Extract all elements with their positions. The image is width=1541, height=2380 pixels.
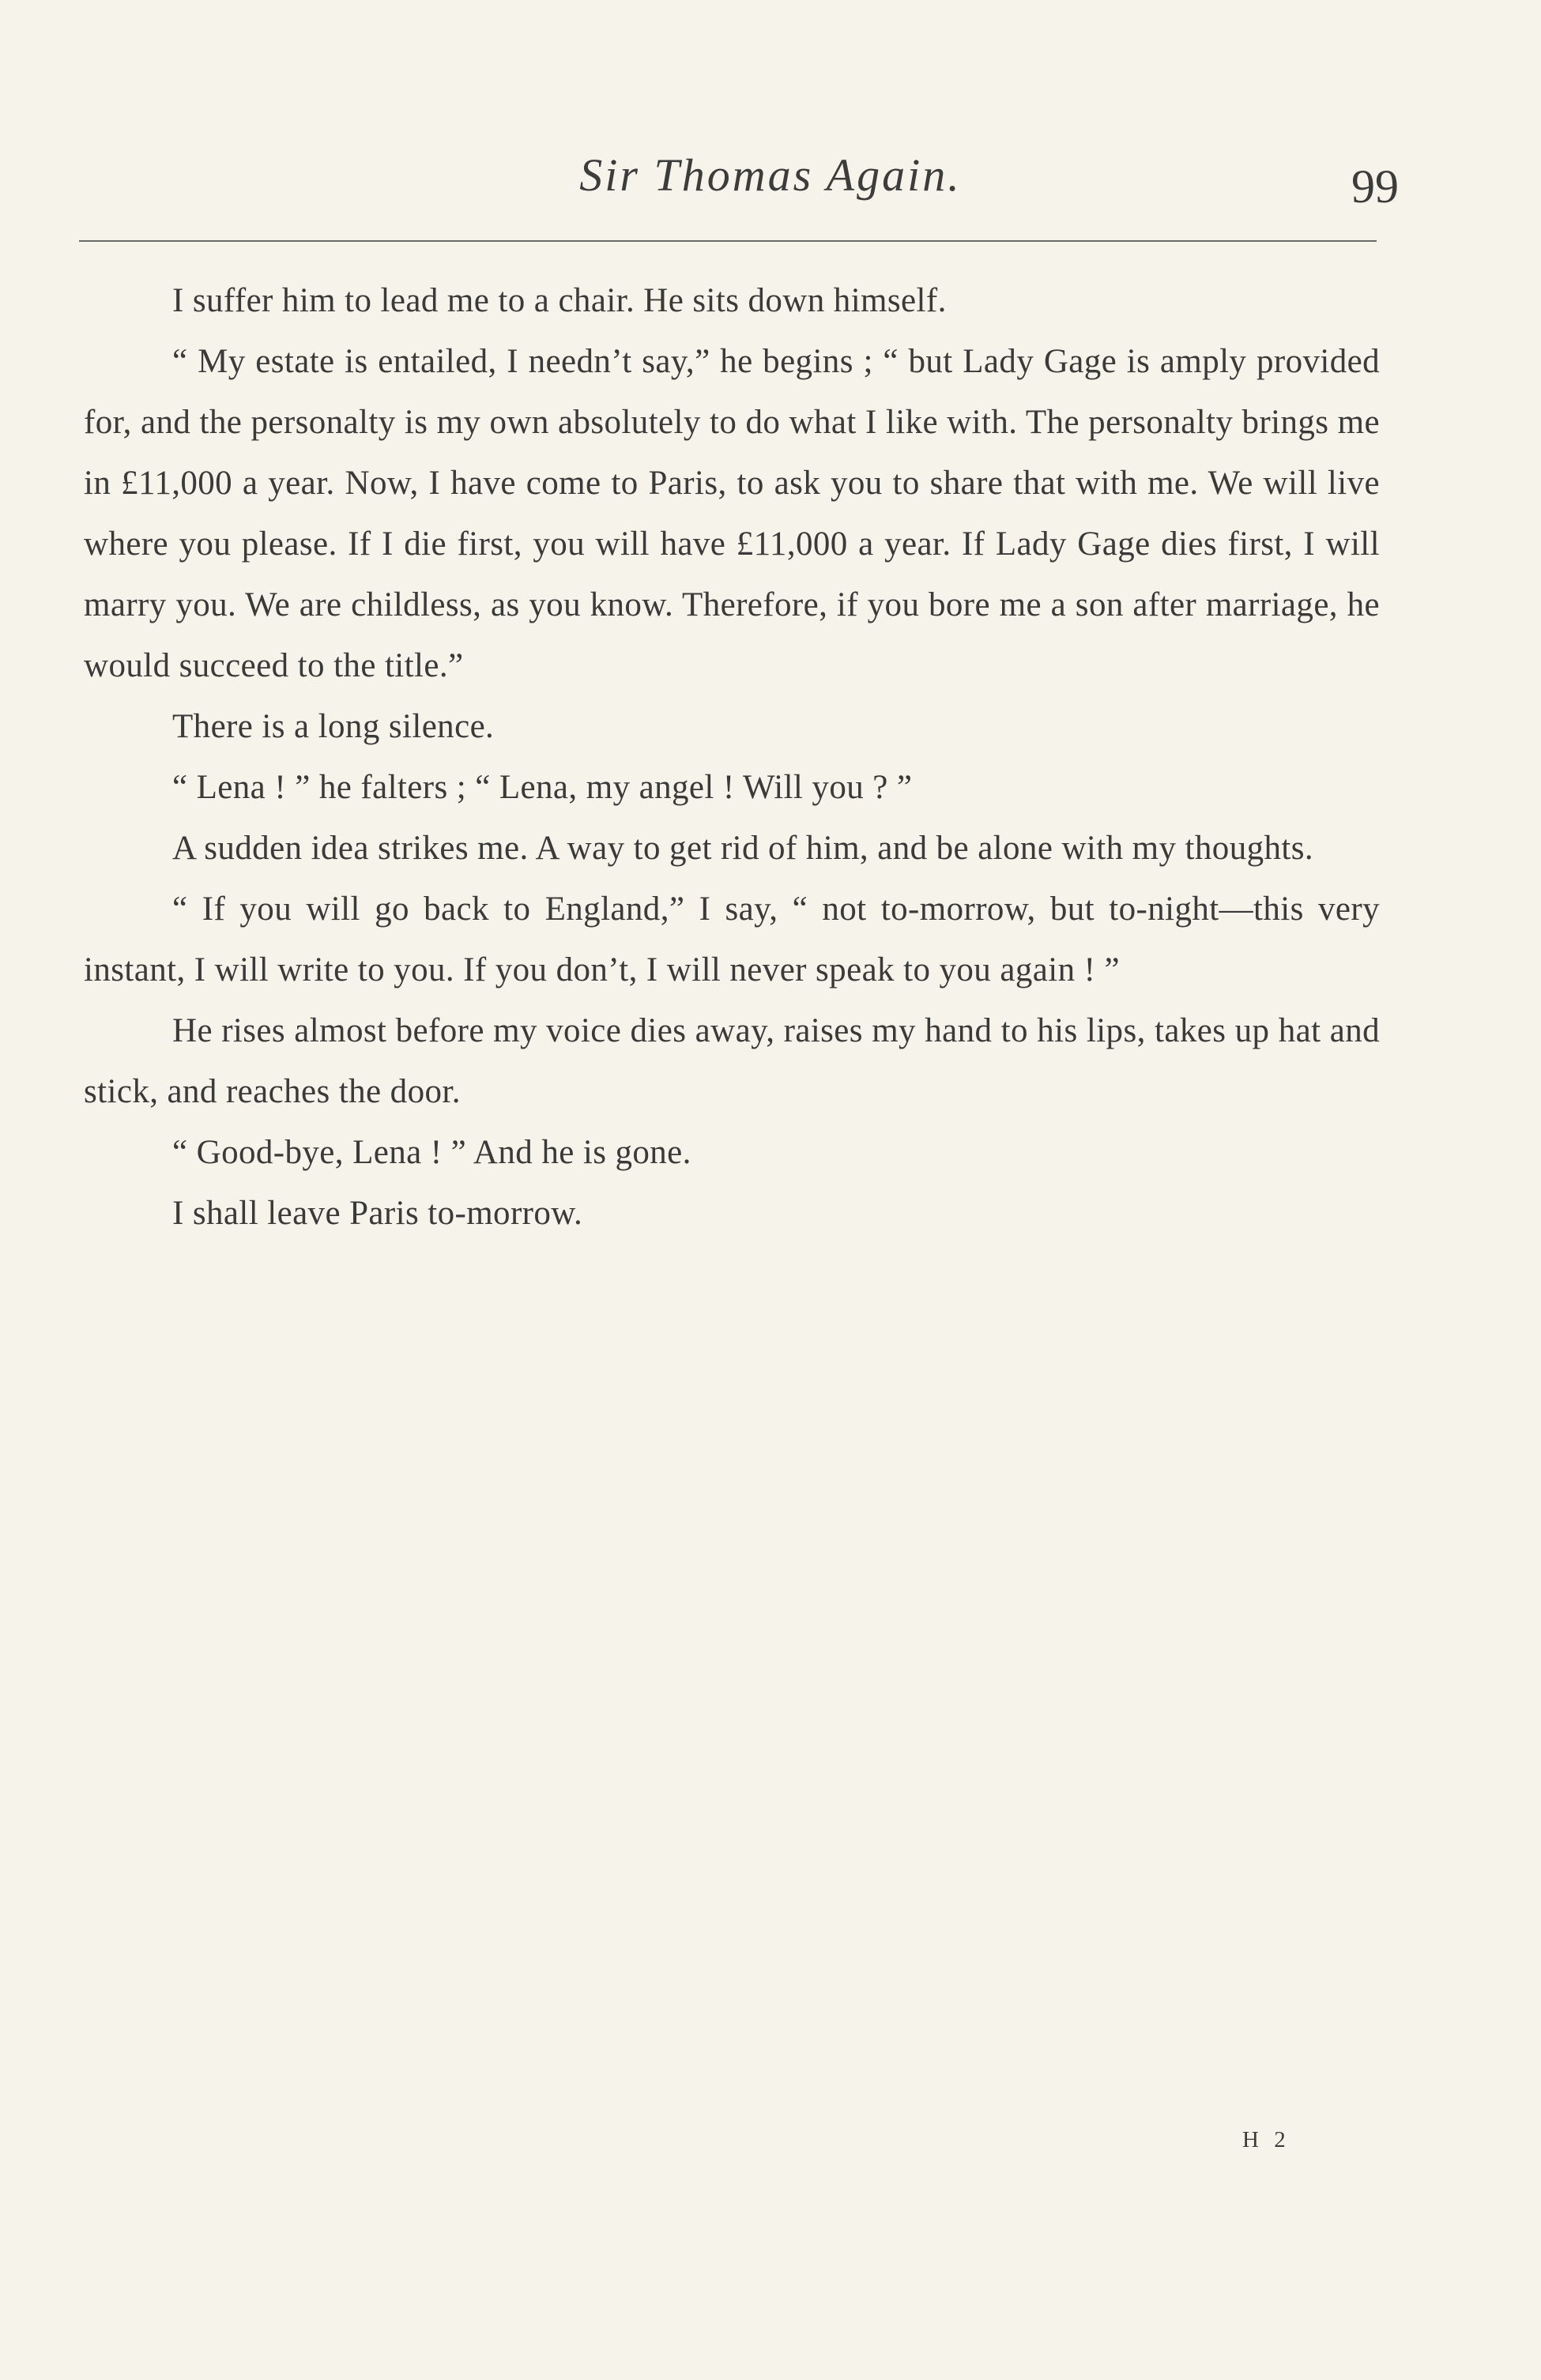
paragraph: There is a long silence. (172, 708, 495, 745)
paragraph: “ If you will go back to England,” I say, “ not to-morrow, but to-night—this very instant, I will write to you. If you don’t, I will never speak to you again ! ” (84, 891, 1380, 989)
body-text (84, 270, 1380, 1244)
running-head-title: Sir Thomas Again. (579, 149, 962, 201)
paragraph: “ My estate is entailed, I needn’t say,” he begins ; “ but Lady Gage is amply provided for, and the personalty is my own absolutely to do what I like with. The personalty brings me in £11,000 a year. Now, I have come to Paris, to ask you to share that with me. We will live where you please. If I die first, you will have £11,000 a year. If Lady Gage dies first, I will marry you. We are childless, as you know. Therefore, if you bore me a son after marriage, he would succeed to the title.” (84, 343, 1380, 684)
signature-mark: H 2 (1242, 2127, 1290, 2152)
paragraph: A sudden idea strikes me. A way to get rid of him, and be alone with my thoughts. (172, 830, 1314, 867)
paragraph: I suffer him to lead me to a chair. He sits down himself. (172, 282, 947, 319)
paragraph: I shall leave Paris to-morrow. (172, 1195, 583, 1232)
paragraph: “ Lena ! ” he falters ; “ Lena, my angel ! Will you ? ” (172, 769, 913, 806)
paragraph: He rises almost before my voice dies away, raises my hand to his lips, takes up hat and stick, and reaches the door. (84, 1012, 1380, 1110)
paragraph: “ Good-bye, Lena ! ” And he is gone. (172, 1134, 691, 1171)
header-rule (79, 240, 1377, 242)
page-number: 99 (1351, 160, 1399, 213)
